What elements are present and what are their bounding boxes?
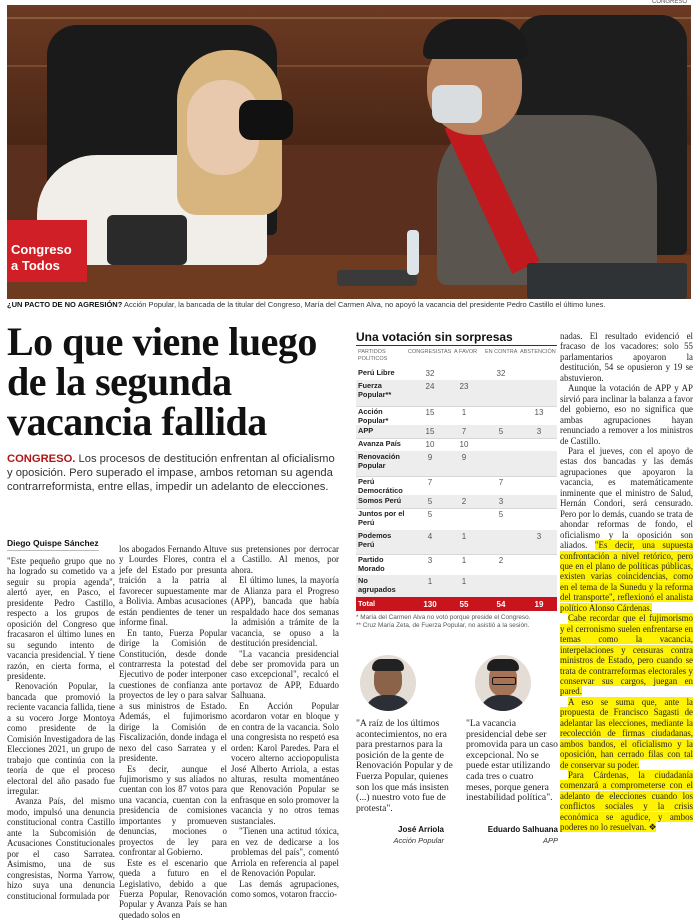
party-name: Fuerza Popular** xyxy=(358,381,392,399)
body-column-3 xyxy=(231,544,339,899)
body-column-4 xyxy=(560,331,693,833)
cell-members: 5 xyxy=(427,497,433,506)
cell-members: 15 xyxy=(425,408,435,417)
cell-abstain: 3 xyxy=(536,427,542,436)
cell-members: 15 xyxy=(425,427,435,436)
cell-against: 5 xyxy=(498,427,504,436)
cell-members: 32 xyxy=(425,369,435,378)
cell-against: 5 xyxy=(498,510,504,519)
photo-caption xyxy=(7,300,691,309)
quote-name-arriola: José Arriola xyxy=(398,825,444,834)
paragraph: Las demás agrupaciones, como somos, votaron fraccio- xyxy=(231,878,339,899)
quote-salhuana: "La vacancia presidencial debe ser promovida para un caso excepcional. No se puede estar utilizando cada tres o cuatro meses, porque genera inestabilidad política". xyxy=(466,718,558,804)
cell-favor: 10 xyxy=(459,440,469,449)
table-row xyxy=(356,380,557,407)
cell-against: 2 xyxy=(498,556,504,565)
cell-abstain: 13 xyxy=(534,408,544,417)
table-row xyxy=(356,438,557,452)
party-name: APP xyxy=(358,426,374,435)
party-name: Perú Democrático xyxy=(358,477,403,495)
table-notes xyxy=(356,614,561,629)
vote-console-icon xyxy=(337,270,417,286)
party-name: Renovación Popular xyxy=(358,452,400,470)
cell-favor: 23 xyxy=(459,382,469,391)
headline-line2: de la segunda xyxy=(7,359,232,404)
table-row xyxy=(356,476,557,496)
cell-members: 1 xyxy=(427,577,433,586)
lead-photo xyxy=(7,5,691,299)
header-favor: A FAVOR xyxy=(454,349,478,355)
caption-kicker: ¿UN PACTO DE NO AGRESIÓN? xyxy=(7,300,123,309)
cell-members: 24 xyxy=(425,382,435,391)
paragraph: Avanza País, del mismo modo, impulsó una denuncia constitucional contra Castillo ante la Subcomisión de Acusaciones Constitucionales por el caso Sarratea. Asimismo, una de sus congresistas, Norma Yarrow, hizo suya una denuncia constitucional formulada por xyxy=(7,796,115,901)
cell-members: 9 xyxy=(427,453,433,462)
quote-name-salhuana: Eduardo Salhuana xyxy=(487,825,558,834)
table-rule xyxy=(356,345,557,346)
party-name: Partido Morado xyxy=(358,555,385,573)
avatar-jose-arriola xyxy=(360,655,416,711)
table-note: ** Cruz María Zeta, de Fuerza Popular, no asistió a la sesión. xyxy=(356,621,530,629)
highlighted-quote: "Es decir, una supuesta confrontación a nivel retórico, pero que en el plano de políticas públicas, existen varias coincidencias, como en el tema de la Sunedu y la reforma del transporte", reflexionó el analista político Alonso Cárdenas. xyxy=(560,540,693,613)
paragraph: El último lunes, la mayoría de Alianza para el Progreso (APP), bancada que había respaldado hace dos semanas la admisión a trámite de la vacancia, se opuso a la destitución presidencial. xyxy=(231,575,339,649)
highlighted-text: Cabe recordar que el fujimorismo y el cerronismo suelen enfrentarse en temas como la vacancia, interpelaciones y censuras contra ministros de Estado, pero cuando se trata de contrarreformas electorales y conservar sus cargos, juegan en pared. xyxy=(560,613,693,697)
cell-favor: 2 xyxy=(461,497,467,506)
paragraph: nadas. El resultado evidenció el fracaso de los vacadores: solo 55 parlamentarios apoyaron la destitución, 54 se opusieron y 19 se abstuvieron. xyxy=(560,331,693,383)
congress-banner xyxy=(7,220,87,282)
caption-text: Acción Popular, la bancada de la titular del Congreso, María del Carmen Alva, no apoyó la vacancia del presidente Pedro Castillo el último lunes. xyxy=(122,300,606,309)
lede xyxy=(7,452,339,494)
paragraph: Este es el escenario que queda a futuro en el Legislativo, debido a que Fuerza Popular, Renovación Popular y Avanza País se han quedado solos en xyxy=(119,857,227,920)
paragraph: "La vacancia presidencial debe ser promovida para un caso excepcional", recalcó el portavoz de APP, Eduardo Salhuana. xyxy=(231,648,339,701)
body-column-1 xyxy=(7,556,115,901)
person-right-hair xyxy=(423,19,528,59)
table-title: Una votación sin sorpresas xyxy=(356,330,513,344)
banner-line1: Congreso xyxy=(11,242,72,257)
table-row xyxy=(356,425,557,439)
total-members: 130 xyxy=(423,600,437,609)
face-mask-left xyxy=(239,100,293,140)
header-abstain: ABSTENCIÓN xyxy=(520,349,556,355)
table-row xyxy=(356,508,557,531)
table-total-row xyxy=(356,597,557,611)
paragraph: "Tienen una actitud tóxica, en vez de dedicarse a los problemas del país", comentó Arriola en referencia al papel de Renovación Popular. xyxy=(231,826,339,879)
total-against: 54 xyxy=(496,600,506,609)
body-column-2 xyxy=(119,544,227,920)
paragraph xyxy=(560,697,693,770)
banner-line2: a Todos xyxy=(11,258,60,273)
section-label: CONGRESO xyxy=(652,0,688,5)
party-name: Perú Libre xyxy=(358,368,395,377)
cell-against: 7 xyxy=(498,478,504,487)
party-name: Juntos por el Perú xyxy=(358,509,405,527)
cell-favor: 1 xyxy=(461,408,467,417)
table-row xyxy=(356,495,557,509)
monitor xyxy=(527,263,687,299)
paragraph: "Este pequeño grupo que no ha logrado su cometido va a seguir su propia agenda", alertó ayer, en Pasco, el presidente Pedro Castillo, respecto a los grupos de oposición del Congreso que fracasaron el último lunes en su segundo intento de vacancia presidencial. Y tiene razón, en cierta forma, el presidente. xyxy=(7,556,115,681)
total-abstain: 19 xyxy=(534,600,544,609)
cell-members: 10 xyxy=(425,440,435,449)
paragraph xyxy=(560,770,693,833)
header-members: CONGRESISTAS xyxy=(408,349,452,355)
cell-favor: 7 xyxy=(461,427,467,436)
cell-against: 32 xyxy=(496,369,506,378)
paragraph: sus pretensiones por derrocar a Castillo. Al menos, por ahora. xyxy=(231,544,339,575)
total-favor: 55 xyxy=(459,600,469,609)
lede-kicker: CONGRESO. xyxy=(7,453,76,465)
byline: Diego Quispe Sánchez xyxy=(7,538,99,551)
paragraph-text: Para el jueves, con el apoyo de estas dos bancadas y las demás agrupaciones que apoyaron la vacancia, es matemáticamente inminente que el ministro de Salud, Hernán Condori, será censurado. Pero por lo demás, cuando se trata de ahondar reformas de fondo, el oficialismo y la oposición son aliados. xyxy=(560,445,693,551)
table-row xyxy=(356,554,557,576)
party-name: Somos Perú xyxy=(358,496,402,505)
cell-members: 7 xyxy=(427,478,433,487)
paragraph xyxy=(560,446,693,613)
table-row xyxy=(356,451,557,477)
cell-favor: 1 xyxy=(461,556,467,565)
quote-role-arriola: Acción Popular xyxy=(393,836,444,845)
party-name: Acción Popular* xyxy=(358,407,389,425)
paragraph: Aunque la votación de APP y AP sirvió para inclinar la balanza a favor del gobierno, eso no significa que ambas agrupaciones hayan renunciado a remover a los ministros de Castillo. xyxy=(560,383,693,446)
face-mask-right xyxy=(432,85,482,123)
party-name: No agrupados xyxy=(358,576,396,594)
table-row xyxy=(356,530,557,555)
table-row xyxy=(356,575,557,598)
quote-role-salhuana: APP xyxy=(542,836,558,845)
headline-line3: vacancia fallida xyxy=(7,399,267,444)
cell-favor: 9 xyxy=(461,453,467,462)
cell-members: 5 xyxy=(427,510,433,519)
cell-against: 3 xyxy=(498,497,504,506)
cell-members: 4 xyxy=(427,532,433,541)
paragraph xyxy=(560,613,693,697)
highlighted-text: Para Cárdenas, la ciudadanía comenzará a comprometerse con el adelanto de elecciones cuando los conflictos sociales y la crisis económica se agudice, y ambos poderes no lo resuelvan. ❖ xyxy=(560,770,693,833)
bottle-icon xyxy=(407,230,419,275)
table-row xyxy=(356,406,557,426)
party-name: Avanza País xyxy=(358,439,401,448)
headline-line1: Lo que viene luego xyxy=(7,319,317,364)
cell-abstain: 3 xyxy=(536,532,542,541)
desk-phone-icon xyxy=(107,215,187,265)
table-note: * María del Carmen Alva no votó porque preside el Congreso. xyxy=(356,614,531,621)
cell-favor: 1 xyxy=(461,577,467,586)
paragraph: En Acción Popular acordaron votar en bloque y en contra de la vacancia. Solo una congresista no respetó esa orden: Karol Paredes. Para el vocero alterno acciopopulista José Alberto Arriola, a estas alturas, resulta momentáneo que Renovación Popular se enfrasque en solo promover la vacancia y no otros temas sustanciales. xyxy=(231,700,339,826)
paragraph: Renovación Popular, la bancada que promovió la reciente vacancia fallida, tiene a su vocero Jorge Montoya como presidente de la Comisión Investigadora de las Elecciones 2021, un grupo de trabajo que continúa con la teoría de que el proceso electoral del año pasado fue irregular. xyxy=(7,681,115,796)
headline xyxy=(7,319,342,444)
cell-favor: 1 xyxy=(461,532,467,541)
lede-text: Los procesos de destitución enfrentan al oficialismo y oposición. Pero superado el impase, ambos retoman su agenda contrarreformista, entre ellas, impedir un adelanto de elecciones. xyxy=(7,453,335,493)
header-party: PARTIDOS POLÍTICOS xyxy=(358,349,388,362)
avatar-eduardo-salhuana xyxy=(475,655,531,711)
table-row xyxy=(356,367,557,381)
party-name: Podemos Perú xyxy=(358,531,392,549)
paragraph: Es decir, aunque el fujimorismo y sus aliados no cuentan con los 87 votos para una vacancia, cuentan con la presidencia de comisiones importantes y promueven denuncias, mociones o proyectos de ley para confrontar al Gobierno. xyxy=(119,763,227,858)
total-label: Total xyxy=(358,599,376,608)
highlighted-text: A eso se suma que, ante la propuesta de Francisco Sagasti de adelantar las elecciones, mediante la recolección de firmas ciudadanas, ambos bandos, el oficialismo y la oposición, han cerrado filas con tal de conservar su poder. xyxy=(560,696,693,770)
header-against: EN CONTRA xyxy=(485,349,518,355)
paragraph: En tanto, Fuerza Popular dirige la Comisión de Constitución, desde donde contrarresta la potestad del Ejecutivo de poder interponer cuestiones de confianza ante proyectos de ley o para salvar a sus ministros de Estado. Además, el fujimorismo dirige la Comisión de Fiscalización, donde indaga el nexo del caso Sarratea y el presidente. xyxy=(119,627,227,764)
quote-arriola: "A raíz de los últimos acontecimientos, no era para prestarnos para la posición de la gente de Renovación Popular y de Fuerza Popular, quienes son los que más insisten (...) nuestro voto fue de protesta". xyxy=(356,718,453,814)
paragraph: los abogados Fernando Altuve y Lourdes Flores, contra el jefe del Estado por presunta traición a la patria al favorecer supuestamente mar a Bolivia. Ambas acusaciones están pendientes de tener un informe final. xyxy=(119,544,227,628)
cell-members: 3 xyxy=(427,556,433,565)
